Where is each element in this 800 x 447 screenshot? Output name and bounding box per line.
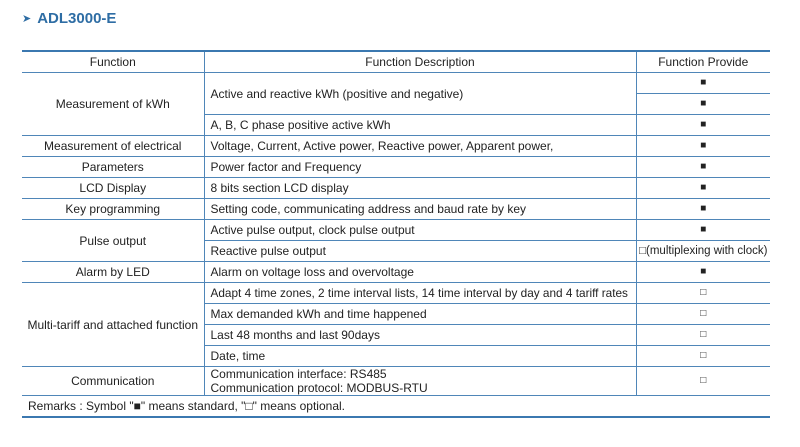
standard-mark: ■	[636, 157, 770, 178]
function-cell: LCD Display	[22, 178, 204, 199]
optional-mark: □	[636, 367, 770, 396]
table-row	[22, 157, 770, 178]
standard-mark: ■	[636, 136, 770, 157]
optional-mark: □	[636, 325, 770, 346]
optional-mark-note: □(multiplexing with clock)	[636, 241, 770, 262]
table-header-row	[22, 51, 770, 73]
description-cell: Active and reactive kWh (positive and negative)	[204, 73, 636, 115]
description-cell: 8 bits section LCD display	[204, 178, 636, 199]
function-cell: Measurement of electrical	[22, 136, 204, 157]
table-row	[22, 199, 770, 220]
function-cell: Communication	[22, 367, 204, 396]
description-cell: Adapt 4 time zones, 2 time interval lists, 14 time interval by day and 4 tariff rates	[204, 283, 636, 304]
header-provide: Function Provide	[636, 51, 770, 73]
description-cell: A, B, C phase positive active kWh	[204, 115, 636, 136]
description-cell: Active pulse output, clock pulse output	[204, 220, 636, 241]
description-cell: Alarm on voltage loss and overvoltage	[204, 262, 636, 283]
function-cell: Parameters	[22, 157, 204, 178]
function-cell: Key programming	[22, 199, 204, 220]
description-cell	[204, 367, 636, 396]
table-row	[22, 283, 770, 304]
table-row	[22, 220, 770, 241]
function-cell: Pulse output	[22, 220, 204, 262]
standard-mark: ■	[636, 73, 770, 94]
standard-mark: ■	[636, 94, 770, 115]
header-function: Function	[22, 51, 204, 73]
description-cell: Setting code, communicating address and baud rate by key	[204, 199, 636, 220]
function-table	[22, 50, 770, 418]
optional-mark: □	[636, 346, 770, 367]
description-cell: Power factor and Frequency	[204, 157, 636, 178]
standard-mark: ■	[636, 178, 770, 199]
standard-mark: ■	[636, 220, 770, 241]
page-title	[22, 10, 116, 27]
table-row	[22, 367, 770, 396]
standard-mark: ■	[636, 262, 770, 283]
description-line: Communication interface: RS485	[210, 367, 387, 381]
function-cell: Measurement of kWh	[22, 73, 204, 136]
table-row	[22, 73, 770, 94]
table-row	[22, 262, 770, 283]
table-row	[22, 136, 770, 157]
optional-mark: □	[636, 304, 770, 325]
description-cell: Voltage, Current, Active power, Reactive power, Apparent power,	[204, 136, 636, 157]
description-cell: Last 48 months and last 90days	[204, 325, 636, 346]
standard-mark: ■	[636, 115, 770, 136]
table-row	[22, 178, 770, 199]
header-description: Function Description	[204, 51, 636, 73]
function-cell: Multi-tariff and attached function	[22, 283, 204, 367]
triangle-right-icon: ➤	[22, 13, 32, 25]
remarks-row	[22, 396, 770, 418]
function-cell: Alarm by LED	[22, 262, 204, 283]
description-line: Communication protocol: MODBUS-RTU	[210, 381, 428, 395]
optional-mark: □	[636, 283, 770, 304]
description-cell: Reactive pulse output	[204, 241, 636, 262]
page-title-text: ADL3000-E	[37, 10, 117, 27]
description-cell: Date, time	[204, 346, 636, 367]
remarks-text: Remarks : Symbol "■" means standard, "□" means optional.	[22, 396, 770, 418]
description-cell: Max demanded kWh and time happened	[204, 304, 636, 325]
standard-mark: ■	[636, 199, 770, 220]
